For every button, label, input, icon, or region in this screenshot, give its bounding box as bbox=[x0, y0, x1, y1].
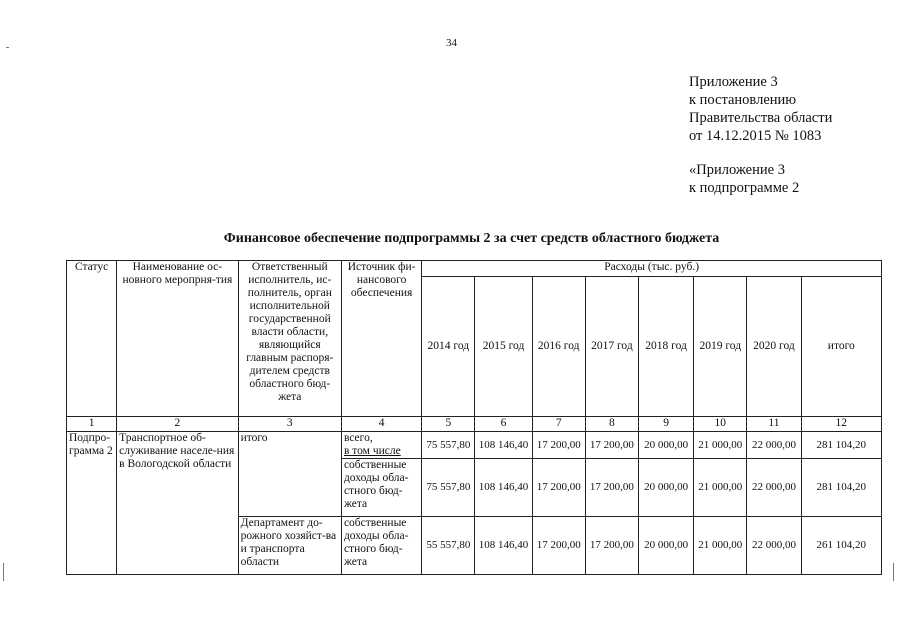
approval-line: Приложение 3 bbox=[689, 74, 778, 90]
value-cell: 75 557,80 bbox=[422, 459, 475, 517]
value-cell: 75 557,80 bbox=[422, 432, 475, 459]
value-cell: 17 200,00 bbox=[532, 459, 585, 517]
value-cell: 22 000,00 bbox=[747, 517, 801, 575]
approval-block bbox=[689, 73, 832, 197]
approval-line: к постановлению bbox=[689, 92, 797, 108]
header-year: 2017 год bbox=[585, 277, 638, 417]
header-status: Статус bbox=[67, 261, 117, 417]
header-year: 2016 год bbox=[532, 277, 585, 417]
column-index-row bbox=[67, 417, 882, 432]
column-index: 5 bbox=[422, 417, 475, 432]
financing-table bbox=[66, 260, 882, 575]
value-cell: 17 200,00 bbox=[585, 432, 638, 459]
column-index: 7 bbox=[532, 417, 585, 432]
header-source: Источник фи-нансового обеспечения bbox=[341, 261, 421, 417]
header-year: 2020 год bbox=[747, 277, 801, 417]
left-edge-mark-lower bbox=[3, 563, 4, 581]
page-number: 34 bbox=[446, 37, 457, 49]
column-index: 10 bbox=[694, 417, 747, 432]
status-cell: Подпро-грамма 2 bbox=[67, 432, 117, 575]
column-index: 8 bbox=[585, 417, 638, 432]
value-cell: 108 146,40 bbox=[475, 432, 532, 459]
approval-line: «Приложение 3 bbox=[689, 162, 785, 178]
value-cell: 20 000,00 bbox=[639, 517, 694, 575]
value-cell: 55 557,80 bbox=[422, 517, 475, 575]
document-title: Финансовое обеспечение подпрограммы 2 за счет средств областного бюджета bbox=[223, 231, 720, 246]
column-index: 12 bbox=[801, 417, 881, 432]
value-cell: 21 000,00 bbox=[694, 459, 747, 517]
source-cell: собственные доходы обла-стного бюд-жета bbox=[341, 459, 421, 517]
source-total-label: всего, bbox=[343, 432, 373, 444]
total-value-cell: 281 104,20 bbox=[801, 432, 881, 459]
column-index: 9 bbox=[639, 417, 694, 432]
value-cell: 17 200,00 bbox=[532, 517, 585, 575]
column-index: 4 bbox=[341, 417, 421, 432]
header-year: 2018 год bbox=[639, 277, 694, 417]
executor-total-cell: итого bbox=[238, 432, 341, 517]
approval-line: Правительства области bbox=[689, 110, 833, 126]
column-index: 6 bbox=[475, 417, 532, 432]
value-cell: 20 000,00 bbox=[639, 459, 694, 517]
value-cell: 22 000,00 bbox=[747, 432, 801, 459]
value-cell: 108 146,40 bbox=[475, 517, 532, 575]
column-index: 11 bbox=[747, 417, 801, 432]
column-index: 1 bbox=[67, 417, 117, 432]
value-cell: 108 146,40 bbox=[475, 459, 532, 517]
source-cell: собственные доходы обла-стного бюд-жета bbox=[341, 517, 421, 575]
value-cell: 20 000,00 bbox=[639, 432, 694, 459]
value-cell: 21 000,00 bbox=[694, 517, 747, 575]
value-cell: 17 200,00 bbox=[585, 459, 638, 517]
header-year: 2015 год bbox=[475, 277, 532, 417]
header-year: 2019 год bbox=[694, 277, 747, 417]
value-cell: 21 000,00 bbox=[694, 432, 747, 459]
value-cell: 17 200,00 bbox=[585, 517, 638, 575]
approval-line: к подпрограмме 2 bbox=[689, 180, 800, 196]
value-cell: 22 000,00 bbox=[747, 459, 801, 517]
header-total: итого bbox=[801, 277, 881, 417]
column-index: 2 bbox=[117, 417, 238, 432]
column-index: 3 bbox=[238, 417, 341, 432]
value-cell: 17 200,00 bbox=[532, 432, 585, 459]
source-cell bbox=[341, 432, 421, 459]
header-name: Наименование ос-новного меропрня-тия bbox=[117, 261, 238, 417]
approval-line: от 14.12.2015 № 1083 bbox=[689, 128, 822, 144]
executor-dept-cell: Департамент до-рожного хозяйст-ва и транспорта области bbox=[238, 517, 341, 575]
source-including-label: в том числе bbox=[343, 445, 401, 457]
event-name-cell: Транспортное об-служивание населе-ния в Вологодской области bbox=[117, 432, 238, 575]
table-row bbox=[67, 432, 882, 459]
total-value-cell: 281 104,20 bbox=[801, 459, 881, 517]
header-year: 2014 год bbox=[422, 277, 475, 417]
left-edge-mark bbox=[6, 47, 9, 48]
header-executor: Ответственный исполнитель, ис-полнитель, орган исполнительной государственной власти области, являющийся главным распоря-дителем средств областного бюд-жета bbox=[238, 261, 341, 417]
total-value-cell: 261 104,20 bbox=[801, 517, 881, 575]
right-edge-mark-lower bbox=[893, 563, 894, 581]
header-expenses: Расходы (тыс. руб.) bbox=[422, 261, 882, 277]
